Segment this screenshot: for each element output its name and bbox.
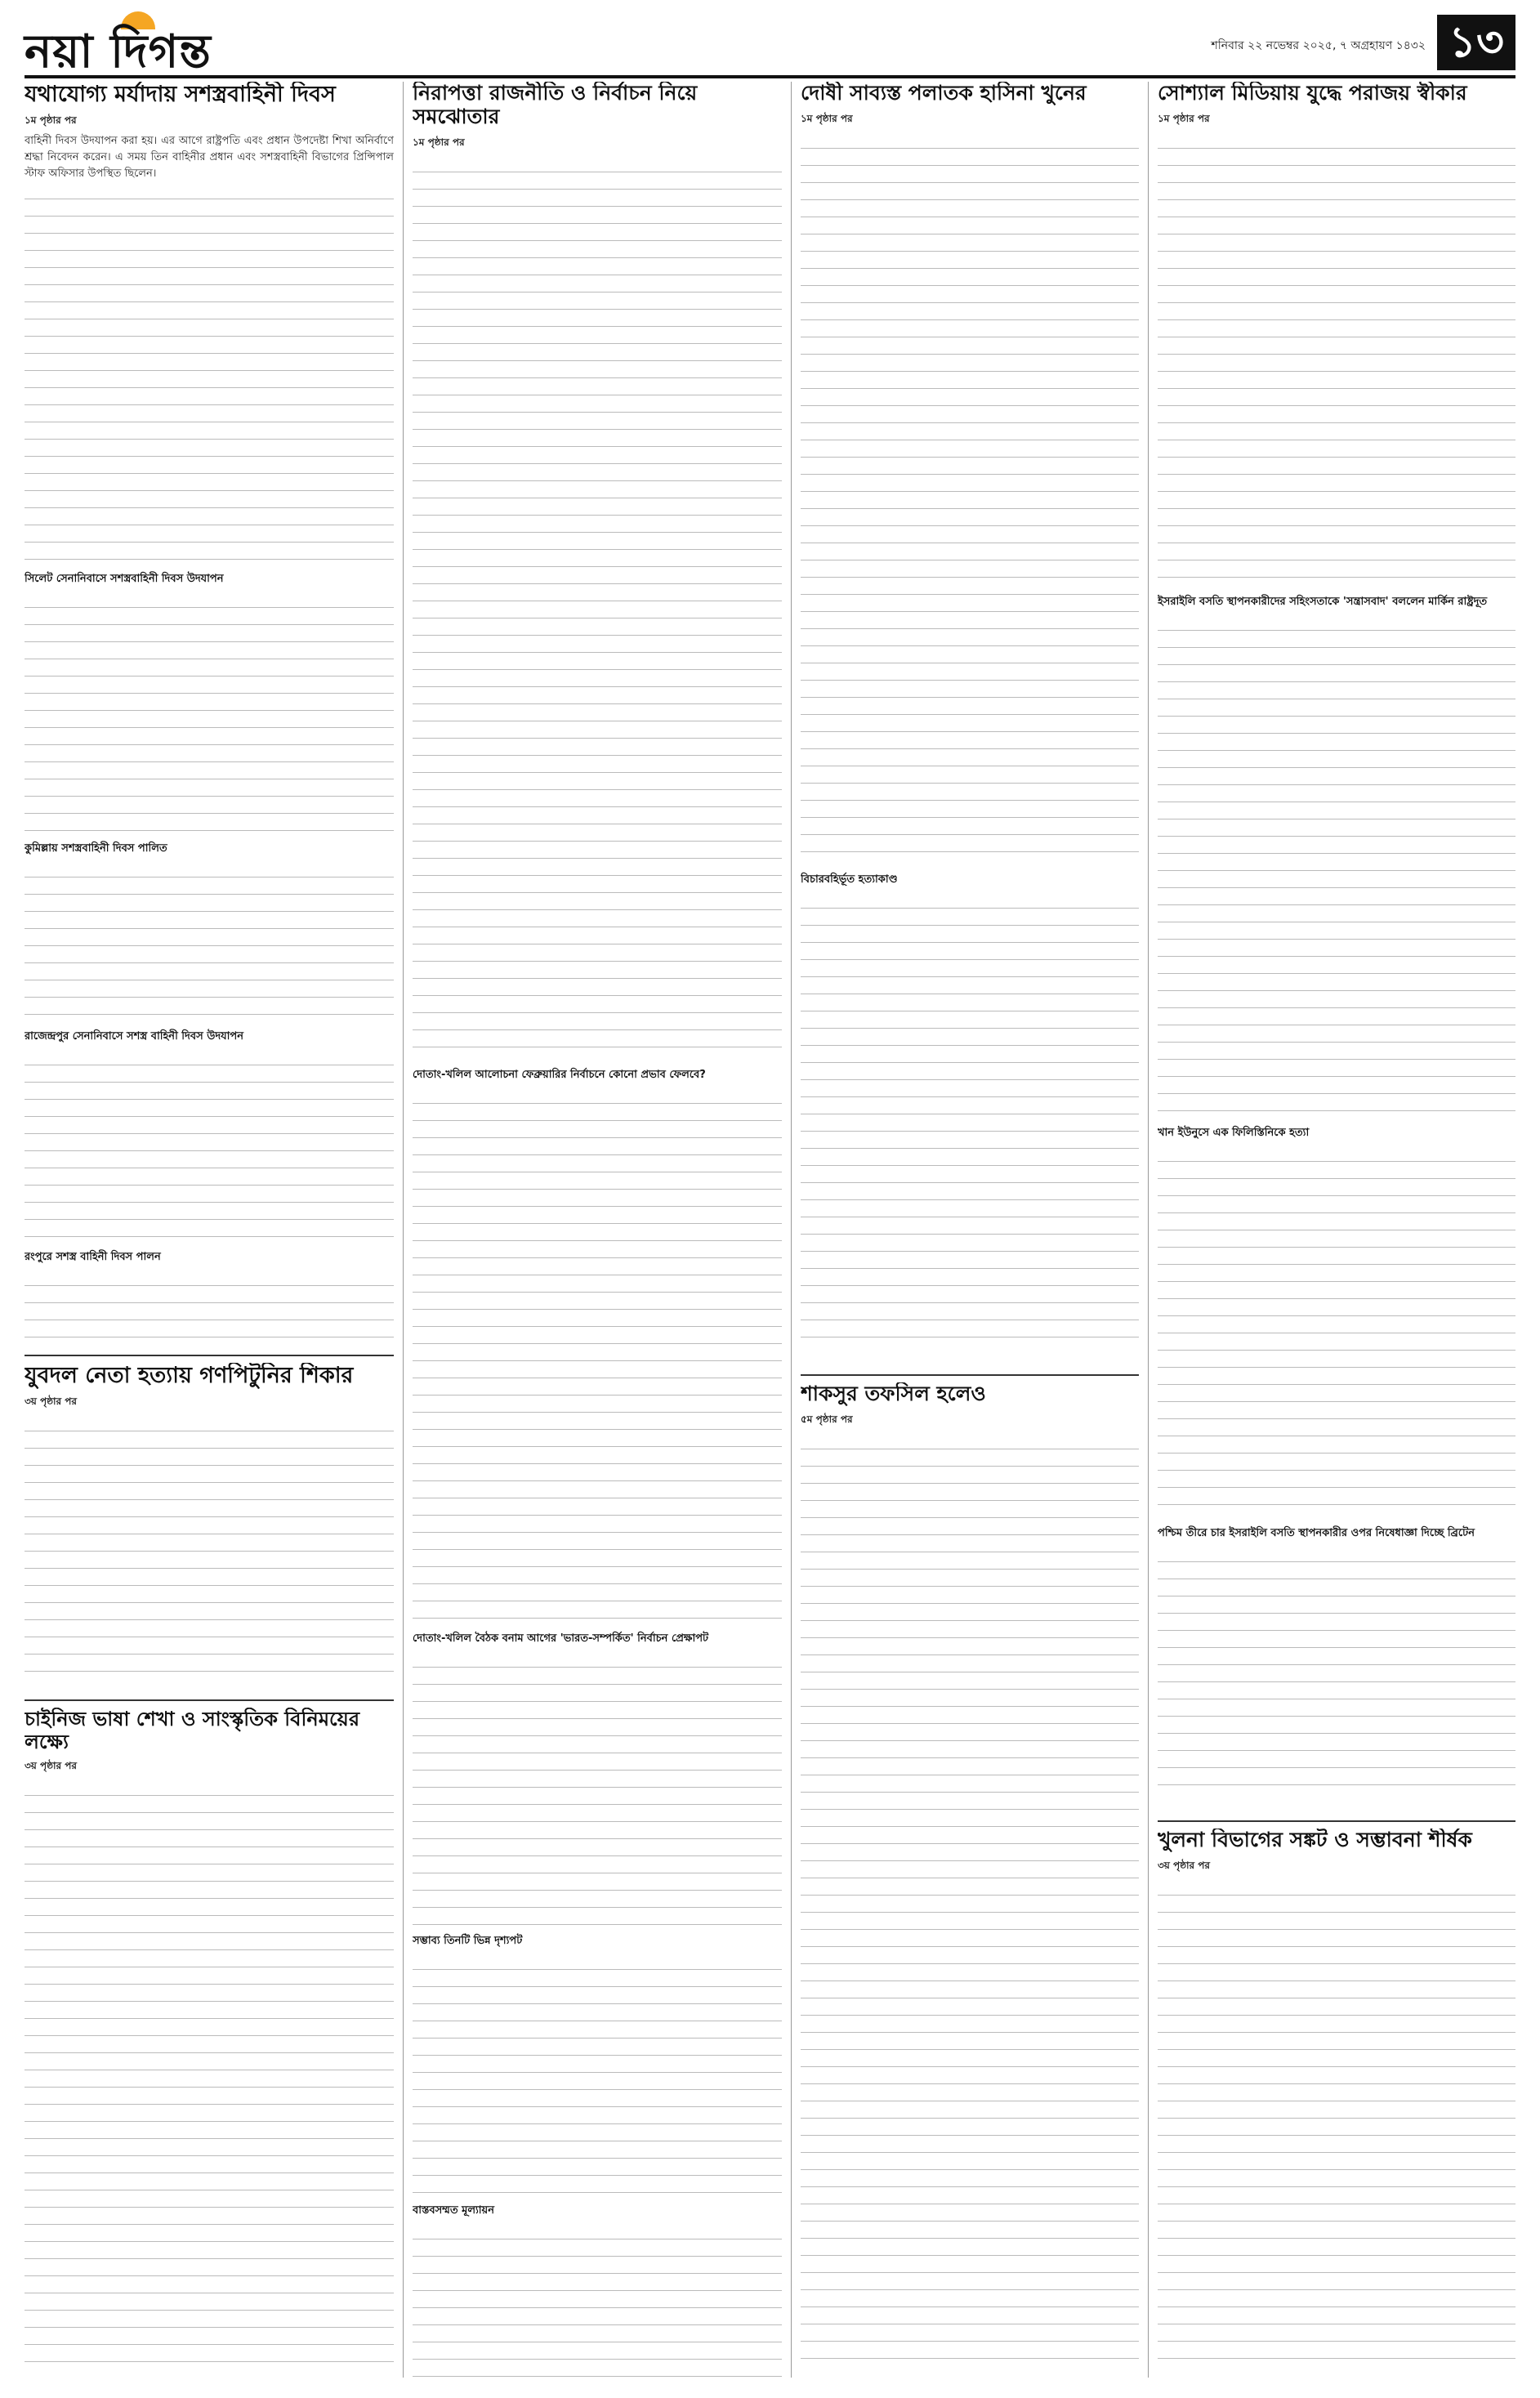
subheading: কুমিল্লায় সশস্ত্রবাহিনী দিবস পালিত [25,842,167,855]
body-text [25,860,394,1024]
headline: সোশ্যাল মিডিয়ায় যুদ্ধে পরাজয় স্বীকার [1158,82,1467,105]
dateline: শনিবার ২২ নভেম্বর ২০২৫, ৭ অগ্রহায়ণ ১৪৩২ [1211,39,1426,52]
column-divider [1148,82,1149,2378]
section-divider [801,1374,1139,1376]
body-text [1158,1145,1515,1521]
continued-from: ১ম পৃষ্ঠার পর [1158,112,1210,124]
continued-from: ৩য় পৃষ্ঠার পর [1158,1859,1211,1871]
article-social-media-war [1158,82,1515,1806]
masthead [25,11,1515,78]
headline: নিরাপত্তা রাজনীতি ও নির্বাচন নিয়ে সমঝোতার [413,82,698,128]
body-text [801,132,1139,867]
subheading: ইসরাইলি বসতি স্থাপনকারীদের সহিংসতাকে 'সন্ত্রাসবাদ' বললেন মার্কিন রাষ্ট্রদূত [1158,595,1488,608]
body-text [25,1048,394,1244]
subheading: সম্ভাব্য তিনটি ভিন্ন দৃশ্যপট [413,1934,523,1947]
article-jubadal-leader [25,1363,394,1690]
newspaper-logo: নয়া দিগন্ত [25,25,212,78]
subheading: বাস্তবসম্মত মূল্যায়ন [413,2204,494,2217]
article-shaksu-schedule [801,1382,1139,2378]
subheading: খান ইউনুসে এক ফিলিস্তিনিকে হত্যা [1158,1126,1310,1139]
article-hasina-verdict [801,82,1139,1364]
body-text [801,1432,1139,2364]
headline: যথাযোগ্য মর্যাদায় সশস্ত্রবাহিনী দিবস [25,82,336,107]
body-text [25,1414,394,1676]
article-armed-forces-day [25,82,394,1348]
subheading: বিচারবহির্ভূত হত্যাকাণ্ড [801,873,898,886]
body-text [413,1650,782,1928]
section-divider [1158,1820,1515,1822]
section-divider [25,1699,394,1701]
body-text [413,1953,782,2198]
continued-from: ৩য় পৃষ্ঠার পর [25,1395,78,1408]
section-divider [25,1355,394,1356]
body-text [1158,132,1515,589]
headline: চাইনিজ ভাষা শেখা ও সাংস্কৃতিক বিনিময়ের লক্ষ্যে [25,1708,360,1753]
body-text [25,591,394,836]
continued-from: ১ম পৃষ্ঠার পর [25,114,77,127]
subheading: পশ্চিম তীরে চার ইসরাইলি বসতি স্থাপনকারীর ওপর নিষেধাজ্ঞা দিচ্ছে ব্রিটেন [1158,1526,1475,1539]
headline: খুলনা বিভাগের সঙ্কট ও সম্ভাবনা শীর্ষক [1158,1829,1472,1851]
body-text [25,1269,394,1348]
column-divider [403,82,404,2378]
column-divider [791,82,792,2378]
continued-from: ৫ম পৃষ্ঠার পর [801,1413,853,1425]
headline: দোষী সাব্যস্ত পলাতক হাসিনা খুনের [801,82,1087,105]
body-text [413,155,782,1062]
article-security-politics-election [413,82,782,2378]
subheading: রাজেন্দ্রপুর সেনানিবাসে সশস্ত্র বাহিনী দিবস উদযাপন [25,1030,244,1043]
subheading: দোতাং-খলিল আলোচনা ফেব্রুয়ারির নির্বাচনে কোনো প্রভাব ফেলবে? [413,1068,706,1081]
subheading: সিলেট সেনানিবাসে সশস্ত্রবাহিনী দিবস উদযাপন [25,573,224,586]
body-text [801,891,1139,1349]
continued-from: ৩য় পৃষ্ঠার পর [25,1760,78,1772]
body-text [1158,1878,1515,2369]
headline: যুবদল নেতা হত্যায় গণপিটুনির শিকার [25,1363,354,1388]
page-number: ১৩ [1437,15,1515,70]
subheading: রংপুরে সশস্ত্র বাহিনী দিবস পালন [25,1251,161,1264]
headline: শাকসুর তফসিল হলেও [801,1382,986,1405]
continued-from: ১ম পৃষ্ঠার পর [413,136,465,148]
subheading: দোতাং-খলিল বৈঠক বনাম আগের 'ভারত-সম্পর্কিত' নির্বাচন প্রেক্ষাপট [413,1632,709,1645]
article-lead: বাহিনী দিবস উদযাপন করা হয়। এর আগে রাষ্ট্রপতি এবং প্রধান উপদেষ্টা শিখা অনির্বাণে শ্রদ্ধা নিবেদন করেন। এ সময় তিন বাহিনীর প্রধান এবং সশস্ত্রবাহিনী বিভাগের প্রিন্সিপাল স্টাফ অফিসার উপস্থিত ছিলেন। [25,135,394,181]
article-khulna-division [1158,1829,1515,2378]
body-text [25,182,394,566]
continued-from: ১ম পৃষ্ঠার পর [801,112,853,124]
article-chinese-language [25,1708,394,2378]
body-text [25,1779,394,2378]
body-text [413,2222,782,2378]
body-text [413,1087,782,1626]
body-text [1158,614,1515,1120]
body-text [1158,1545,1515,1790]
